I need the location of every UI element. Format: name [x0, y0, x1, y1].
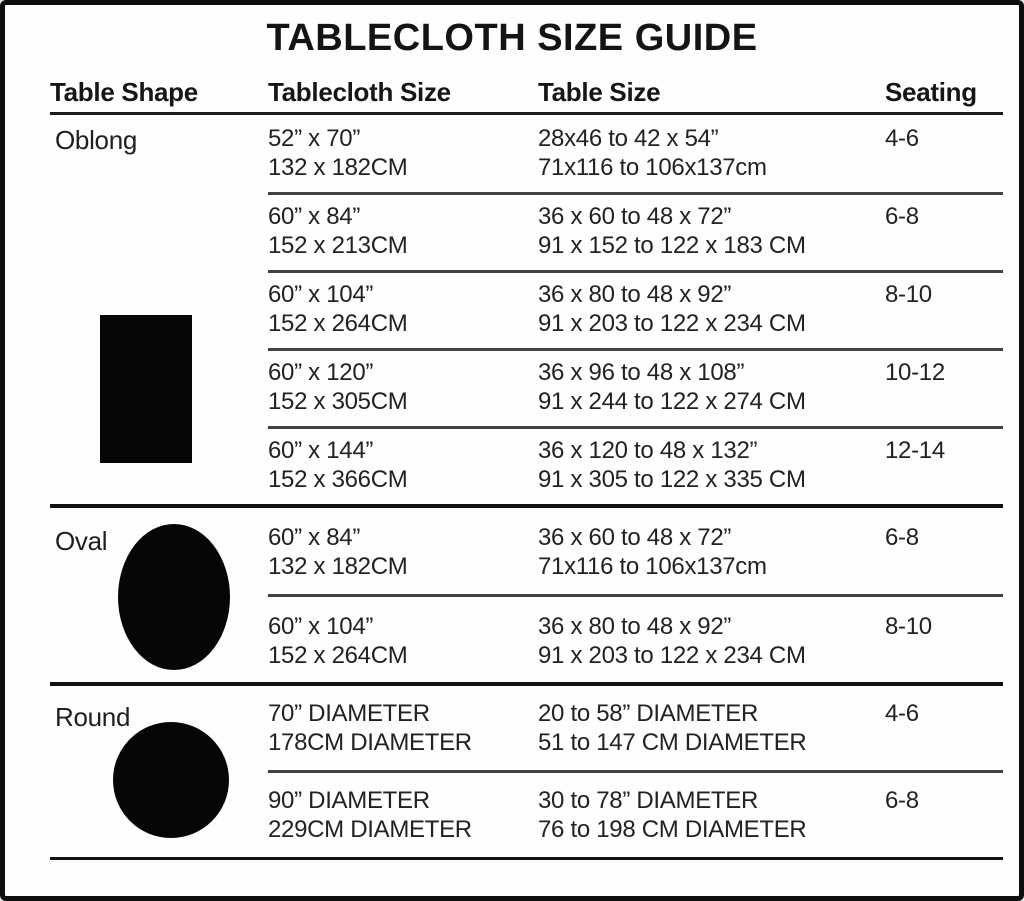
header-divider	[50, 112, 1003, 115]
seating-capacity: 6-8	[885, 203, 919, 230]
size-row	[268, 686, 1003, 770]
size-row	[268, 117, 1003, 192]
tablecloth-size-cm: 152 x 264CM	[268, 310, 408, 337]
column-header-table-size: Table Size	[538, 77, 661, 107]
shape-label-oval: Oval	[55, 526, 108, 556]
tablecloth-size-cm: 132 x 182CM	[268, 553, 408, 580]
size-row	[268, 426, 1003, 504]
tablecloth-size-inches: 60” x 144”	[268, 437, 374, 464]
table-size-cm: 51 to 147 CM DIAMETER	[538, 729, 807, 756]
column-header-tablecloth-size: Tablecloth Size	[268, 77, 451, 107]
table-size-cm: 91 x 152 to 122 x 183 CM	[538, 232, 806, 259]
tablecloth-size-cell	[268, 124, 538, 182]
seating-capacity: 10-12	[885, 359, 945, 386]
table-size-inches: 36 x 96 to 48 x 108”	[538, 359, 745, 386]
section-oval	[50, 508, 1003, 682]
table-size-cm: 76 to 198 CM DIAMETER	[538, 816, 807, 843]
table-size-inches: 36 x 80 to 48 x 92”	[538, 281, 732, 308]
oblong-rows	[268, 117, 1003, 504]
shape-label-oblong: Oblong	[55, 125, 138, 155]
size-row	[268, 348, 1003, 426]
size-row	[268, 192, 1003, 270]
table-size-inches: 36 x 60 to 48 x 72”	[538, 203, 732, 230]
tablecloth-size-cm: 152 x 366CM	[268, 466, 408, 493]
tablecloth-size-cm: 178CM DIAMETER	[268, 729, 472, 756]
table-size-cm: 91 x 203 to 122 x 234 CM	[538, 310, 806, 337]
table-size-cell	[538, 202, 885, 260]
tablecloth-size-cm: 152 x 213CM	[268, 232, 408, 259]
seating-capacity: 4-6	[885, 125, 919, 152]
oblong-rectangle-icon	[100, 315, 192, 463]
table-size-cell	[538, 124, 885, 182]
tablecloth-size-inches: 60” x 120”	[268, 359, 374, 386]
table-size-inches: 20 to 58” DIAMETER	[538, 700, 759, 727]
seating-capacity: 6-8	[885, 787, 919, 814]
table-size-cm: 91 x 244 to 122 x 274 CM	[538, 388, 806, 415]
table-header-row	[50, 77, 998, 108]
tablecloth-size-inches: 52” x 70”	[268, 125, 361, 152]
table-size-cm: 91 x 203 to 122 x 234 CM	[538, 641, 806, 669]
tablecloth-size-inches: 70” DIAMETER	[268, 700, 430, 727]
tablecloth-size-inches: 90” DIAMETER	[268, 787, 430, 814]
tablecloth-size-cm: 152 x 305CM	[268, 388, 408, 415]
table-size-cell	[538, 699, 885, 757]
section-round	[50, 686, 1003, 857]
oval-ellipse-icon	[118, 524, 230, 670]
seating-capacity: 12-14	[885, 437, 945, 464]
size-row	[268, 508, 1003, 594]
shape-label-round: Round	[55, 702, 131, 732]
table-size-cell	[538, 358, 885, 416]
tablecloth-size-cm: 152 x 264CM	[268, 641, 408, 669]
round-circle-icon	[113, 722, 229, 838]
seating-capacity: 4-6	[885, 700, 919, 727]
seating-capacity: 8-10	[885, 612, 932, 640]
tablecloth-size-cell	[268, 612, 538, 670]
tablecloth-size-cell	[268, 786, 538, 844]
table-size-cell	[538, 612, 885, 670]
table-size-cm: 71x116 to 106x137cm	[538, 154, 767, 181]
oval-rows	[268, 508, 1003, 682]
page-title: TABLECLOTH SIZE GUIDE	[266, 17, 758, 59]
table-size-inches: 28x46 to 42 x 54”	[538, 125, 719, 152]
table-size-inches: 30 to 78” DIAMETER	[538, 787, 759, 814]
tablecloth-size-cell	[268, 358, 538, 416]
tablecloth-size-cm: 132 x 182CM	[268, 154, 408, 181]
table-size-cm: 71x116 to 106x137cm	[538, 553, 767, 580]
seating-capacity: 8-10	[885, 281, 932, 308]
tablecloth-size-inches: 60” x 104”	[268, 281, 374, 308]
tablecloth-size-cell	[268, 280, 538, 338]
tablecloth-size-cell	[268, 523, 538, 581]
seating-capacity: 6-8	[885, 524, 919, 551]
tablecloth-size-cm: 229CM DIAMETER	[268, 816, 472, 843]
size-row	[268, 594, 1003, 683]
column-header-seating: Seating	[885, 77, 977, 107]
table-size-inches: 36 x 120 to 48 x 132”	[538, 437, 758, 464]
table-size-cell	[538, 786, 885, 844]
tablecloth-size-inches: 60” x 84”	[268, 524, 361, 551]
table-size-cell	[538, 280, 885, 338]
round-rows	[268, 686, 1003, 857]
table-size-inches: 36 x 80 to 48 x 92”	[538, 612, 732, 640]
tablecloth-size-cell	[268, 699, 538, 757]
bottom-divider	[50, 857, 1003, 860]
table-size-cell	[538, 523, 885, 581]
size-row	[268, 770, 1003, 857]
tablecloth-size-cell	[268, 202, 538, 260]
tablecloth-size-inches: 60” x 84”	[268, 203, 361, 230]
table-size-inches: 36 x 60 to 48 x 72”	[538, 524, 732, 551]
section-oblong	[50, 117, 1003, 504]
table-size-cell	[538, 436, 885, 494]
table-size-cm: 91 x 305 to 122 x 335 CM	[538, 466, 806, 493]
column-header-table-shape: Table Shape	[50, 77, 198, 107]
tablecloth-size-inches: 60” x 104”	[268, 612, 374, 640]
size-row	[268, 270, 1003, 348]
tablecloth-size-cell	[268, 436, 538, 494]
